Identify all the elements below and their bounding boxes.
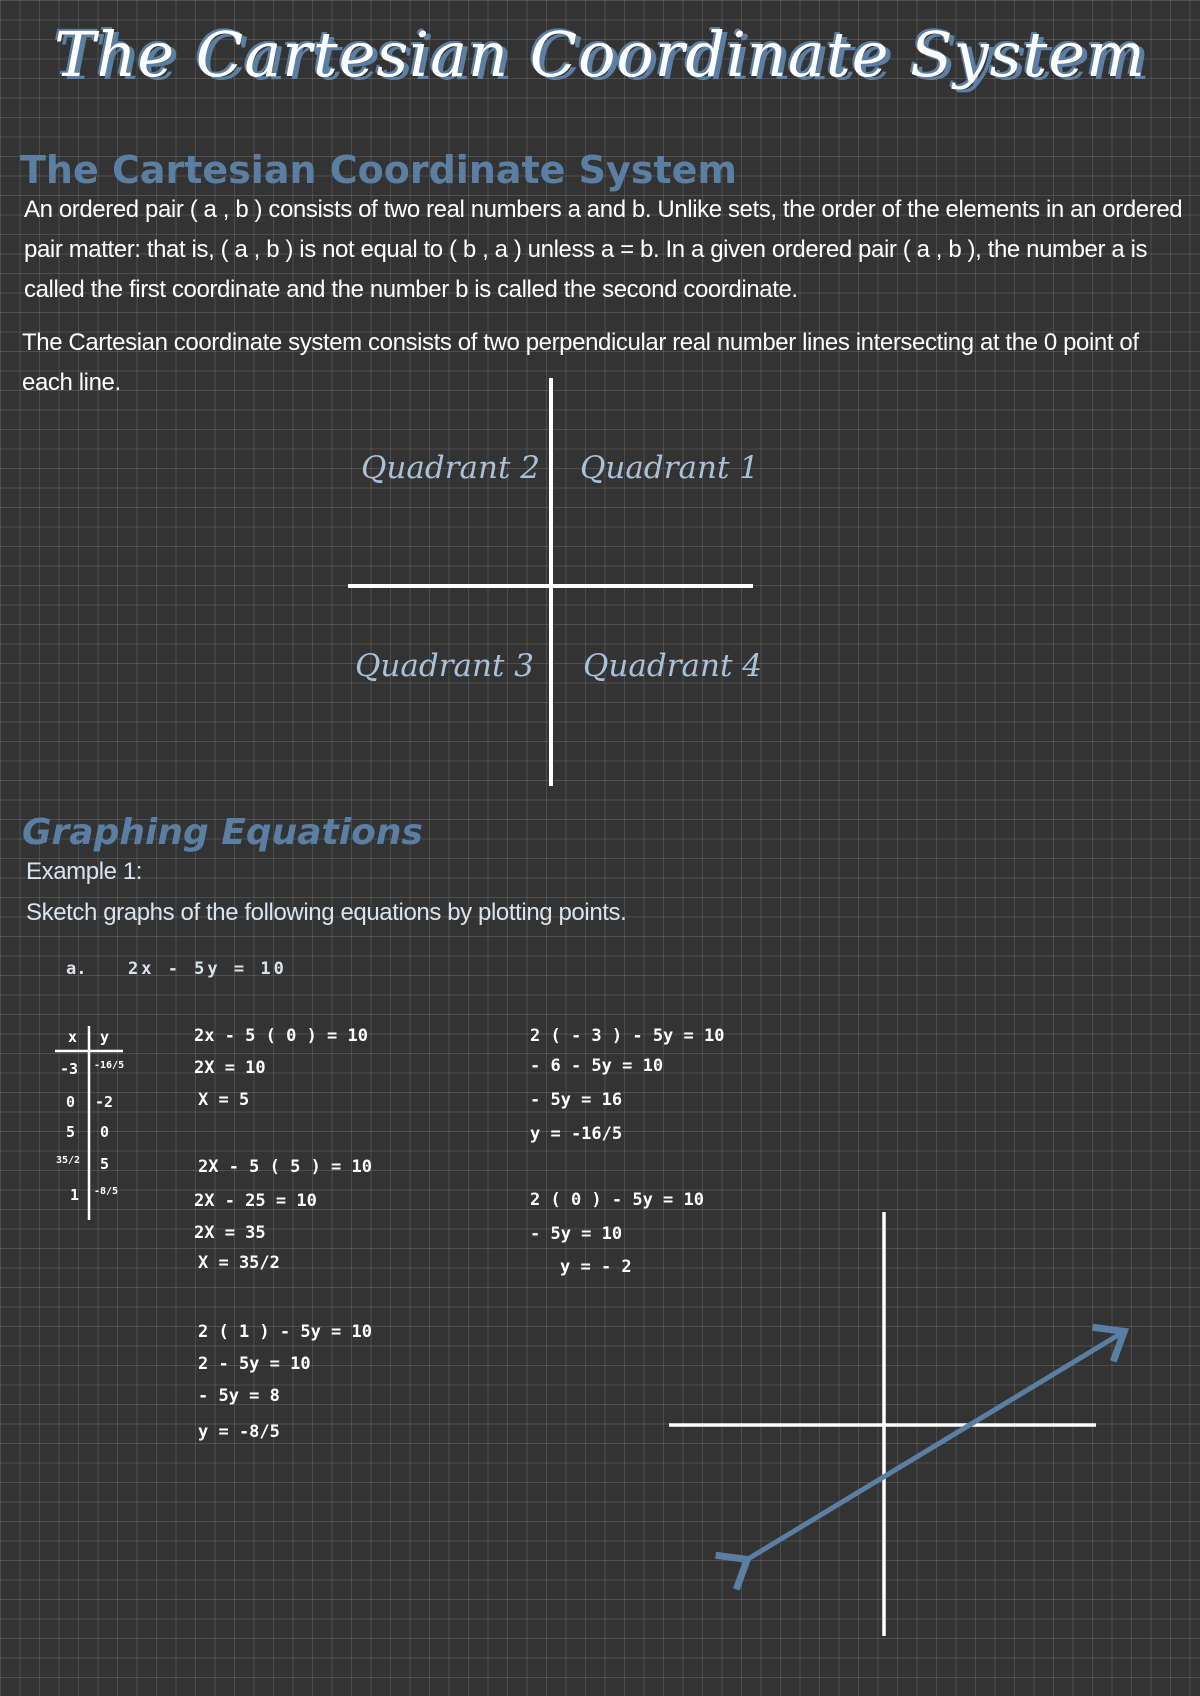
- problem-label: a.: [66, 959, 87, 979]
- table-cell: -16/5: [94, 1060, 125, 1071]
- section-heading-graphing: Graphing Equations: [22, 812, 423, 853]
- work-line: y = -16/5: [530, 1124, 623, 1144]
- paragraph-line: The Cartesian coordinate system consists of two perpendicular real number lines intersecting at the 0 point of: [22, 329, 1139, 356]
- paragraph-line: pair matter: that is, ( a , b ) is not equal to ( b , a ) unless a = b. In a given ordered pair ( a , b ), the number a is: [24, 236, 1148, 263]
- paragraph-line: each line.: [22, 369, 121, 396]
- table-cell: 1: [70, 1186, 80, 1204]
- table-cell: -3: [60, 1060, 79, 1078]
- work-line: - 5y = 16: [530, 1090, 623, 1110]
- work-line: 2X - 5 ( 5 ) = 10: [198, 1157, 372, 1177]
- table-cell: 5: [100, 1155, 110, 1173]
- quadrant-2-label: Quadrant 2: [361, 450, 541, 486]
- example-label: Example 1:: [26, 858, 143, 885]
- quadrant-1-label: Quadrant 1: [580, 450, 760, 486]
- paragraph-line: An ordered pair ( a , b ) consists of two real numbers a and b. Unlike sets, the order of the elements in an ordered: [24, 196, 1183, 223]
- work-line: 2x - 5 ( 0 ) = 10: [194, 1026, 368, 1046]
- table-header-y: y: [100, 1028, 110, 1046]
- table-cell: 0: [100, 1123, 110, 1141]
- work-line: 2 ( 1 ) - 5y = 10: [198, 1322, 372, 1342]
- work-line: 2X = 35: [194, 1223, 266, 1243]
- table-cell: -2: [95, 1093, 114, 1111]
- graph-line: [743, 1334, 1120, 1562]
- work-line: - 5y = 10: [530, 1224, 623, 1244]
- work-line: 2 ( 0 ) - 5y = 10: [530, 1190, 704, 1210]
- table-cell: 35/2: [56, 1155, 81, 1166]
- table-header-x: x: [68, 1028, 78, 1046]
- banner-title: The Cartesian Coordinate System: [54, 18, 1146, 91]
- work-line: y = - 2: [560, 1257, 632, 1277]
- work-line: - 6 - 5y = 10: [530, 1056, 664, 1076]
- problem-equation: 2x - 5y = 10: [128, 959, 287, 979]
- work-line: y = -8/5: [198, 1422, 280, 1442]
- work-line: X = 5: [198, 1090, 250, 1110]
- work-line: - 5y = 8: [198, 1386, 280, 1406]
- work-line: 2 - 5y = 10: [198, 1354, 311, 1374]
- table-cell: -8/5: [94, 1186, 119, 1197]
- example-instruction: Sketch graphs of the following equations by plotting points.: [26, 899, 627, 926]
- paragraph-line: called the first coordinate and the number b is called the second coordinate.: [24, 276, 798, 303]
- work-line: 2X = 10: [194, 1058, 266, 1078]
- quadrant-3-label: Quadrant 3: [355, 648, 535, 684]
- work-line: 2 ( - 3 ) - 5y = 10: [530, 1026, 725, 1046]
- work-line: 2X - 25 = 10: [194, 1191, 317, 1211]
- table-cell: 5: [66, 1123, 76, 1141]
- work-line: X = 35/2: [198, 1253, 280, 1273]
- quadrant-4-label: Quadrant 4: [583, 648, 763, 684]
- section-heading-cartesian: The Cartesian Coordinate System: [20, 148, 737, 192]
- table-cell: 0: [66, 1093, 76, 1111]
